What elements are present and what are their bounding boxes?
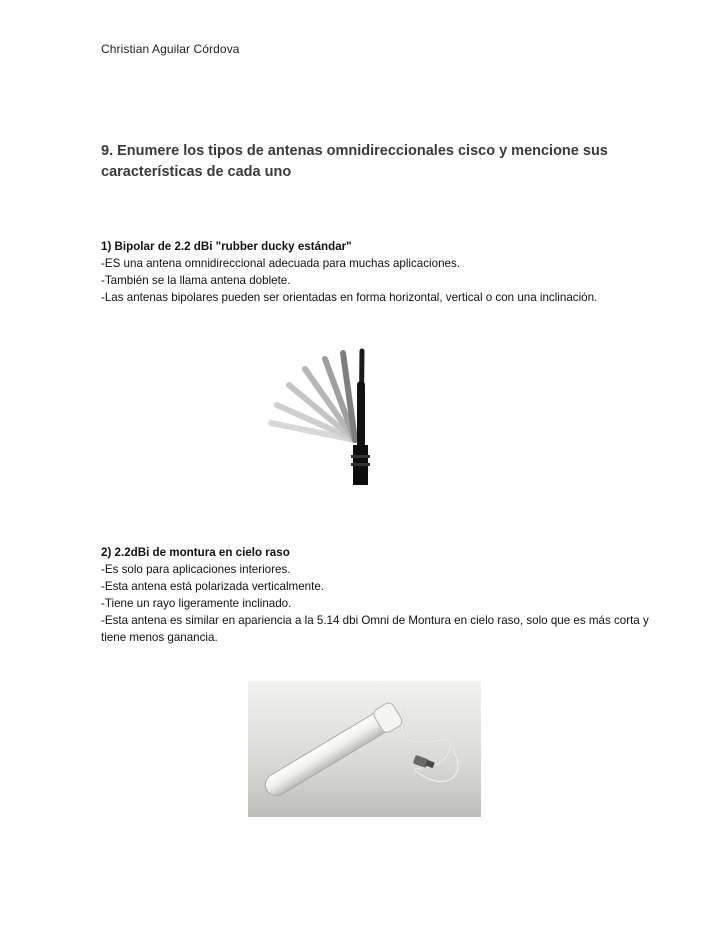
list-item: -También se la llama antena doblete. xyxy=(101,274,291,287)
list-item: -ES una antena omnidireccional adecuada para muchas aplicaciones. xyxy=(101,257,460,270)
section-bipolar-antenna xyxy=(101,238,661,306)
section-title: 1) Bipolar de 2.2 dBi "rubber ducky estándar" xyxy=(101,240,352,253)
list-item: -Es solo para aplicaciones interiores. xyxy=(101,563,291,576)
section-ceiling-mount-antenna xyxy=(101,544,661,646)
rubber-duck-antenna-image xyxy=(243,345,388,485)
list-item: -Esta antena está polarizada verticalmente. xyxy=(101,580,324,593)
list-item: -Esta antena es similar en apariencia a la 5.14 dbi Omni de Montura en cielo raso, solo que es más corta y tiene menos ganancia. xyxy=(101,614,653,644)
ceiling-mount-antenna-image xyxy=(248,681,481,817)
list-item: -Tiene un rayo ligeramente inclinado. xyxy=(101,597,292,610)
question-heading: 9. Enumere los tipos de antenas omnidireccionales cisco y mencione sus características de cada uno xyxy=(101,143,608,180)
page-header-author: Christian Aguilar Córdova xyxy=(101,42,240,56)
section-title: 2) 2.2dBi de montura en cielo raso xyxy=(101,546,290,559)
list-item: -Las antenas bipolares pueden ser orientadas en forma horizontal, vertical o con una inclinación. xyxy=(101,291,598,304)
